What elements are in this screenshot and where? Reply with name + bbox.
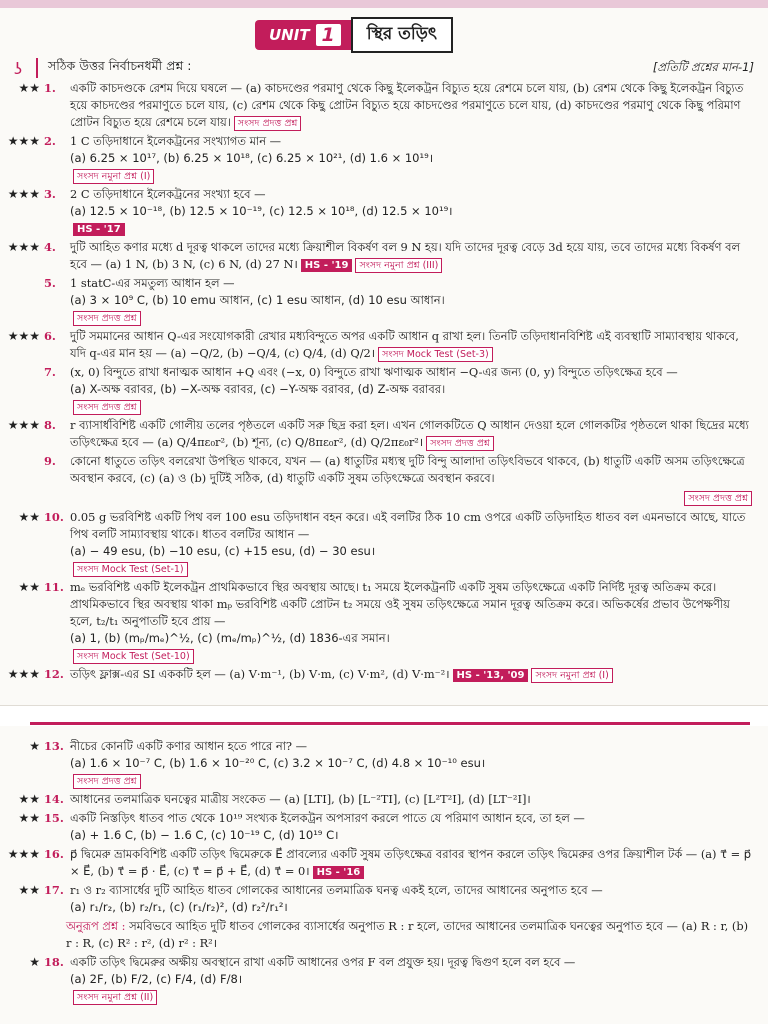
difficulty-stars xyxy=(0,364,44,415)
difficulty-stars xyxy=(0,453,44,487)
question-item xyxy=(0,810,768,844)
question-text: তড়িৎ ফ্লাক্স-এর SI এককটি হল — (a) V·m⁻¹, (b) V·m, (c) V·m², (d) V·m⁻²। xyxy=(70,667,450,681)
question-options: (a) 3 × 10⁹ C, (b) 10 emu আধান, (c) 1 esu আধান, (d) 10 esu আধান। xyxy=(70,293,445,307)
question-item xyxy=(0,328,768,362)
question-text: একটি নিস্তড়িৎ ধাতব পাত থেকে 10¹⁹ সংখ্যক ইলেকট্রন অপসারণ করলে পাতে যে পরিমাণ আধান হবে, তা হল — xyxy=(70,811,585,825)
unit-badge xyxy=(255,20,351,50)
difficulty-stars: ★★★ xyxy=(7,667,40,681)
section-header xyxy=(14,58,754,78)
question-options: (a) X-অক্ষ বরাবর, (b) −X-অক্ষ বরাবর, (c) −Y-অক্ষ বরাবর, (d) Z-অক্ষ বরাবর। xyxy=(70,382,446,396)
difficulty-stars: ★ xyxy=(29,955,40,969)
question-item xyxy=(0,882,768,916)
hs-year-badge: HS - '13, '09 xyxy=(453,669,529,682)
question-options: (a) r₁/r₂, (b) r₂/r₁, (c) (r₁/r₂)², (d) r₂²/r₁²। xyxy=(70,900,288,914)
question-number: 8. xyxy=(44,418,56,432)
hs-year-badge: HS - '16 xyxy=(313,866,365,879)
question-list-bottom xyxy=(0,738,768,1007)
source-tag: সংসদ Mock Test (Set-1) xyxy=(73,562,188,577)
question-number: 9. xyxy=(44,454,56,468)
similar-question-text: সমবিভবে আহিত দুটি ধাতব গোলকের ব্যাসার্ধের অনুপাত R : r হলে, তাদের আধানের তলমাত্রিক ঘনত্বের অনুপাত হবে — (a) R : r, (b) r : R, (c) R² : r², (d) r² : R²। xyxy=(66,919,749,950)
question-options: (a) 2F, (b) F/2, (c) F/4, (d) F/8। xyxy=(70,972,243,986)
question-text: একটি কাচদণ্ডকে রেশম দিয়ে ঘষলে — (a) কাচদণ্ডের পরমাণু থেকে কিছু ইলেকট্রন বিচ্যুত হয়ে রেশমে চলে যায়, (b) রেশম থেকে কিছু ইলেকট্রন বিচ্যুত হয়ে কাচদণ্ডের পরমাণুতে চলে যায়, (c) রেশম থেকে কিছু প্রোটন বিচ্যুত হয়ে কাচদণ্ডের পরমাণুতে চলে যায়, (d) কাচদণ্ডের পরমাণু থেকে কিছু পরিমাণ প্রোটন বিচ্যুত হয়ে রেশমে চলে যায়। xyxy=(70,81,744,129)
difficulty-stars: ★★★ xyxy=(7,329,40,343)
question-number: 1. xyxy=(44,81,56,95)
question-number: 17. xyxy=(44,883,64,897)
top-strip xyxy=(0,0,768,8)
question-item xyxy=(0,954,768,1005)
question-text: mₑ ভরবিশিষ্ট একটি ইলেকট্রন প্রাথমিকভাবে স্থির অবস্থায় আছে। t₁ সময়ে ইলেকট্রনটি একটি সুষম তড়িৎক্ষেত্রে একটি নির্দিষ্ট দূরত্ব অতিক্রম করে। প্রাথমিকভাবে স্থির অবস্থায় থাকা mₚ ভরবিশিষ্ট একটি প্রোটন t₂ সময়ে ওই সুষম তড়িৎক্ষেত্রে সমান দূরত্ব অতিক্রম করে। অভিকর্ষের প্রভাব উপেক্ষণীয় হলে, t₂/t₁ অনুপাতটি হবে প্রায় — xyxy=(70,580,730,628)
section-divider xyxy=(36,58,38,78)
question-options: (a) 6.25 × 10¹⁷, (b) 6.25 × 10¹⁸, (c) 6.25 × 10²¹, (d) 1.6 × 10¹⁹। xyxy=(70,151,434,165)
question-text: r₁ ও r₂ ব্যাসার্ধের দুটি আহিত ধাতব গোলকের আধানের তলমাত্রিক ঘনত্ব একই হলে, তাদের আধানের অনুপাত হবে — xyxy=(70,883,603,897)
question-number: 12. xyxy=(44,667,64,681)
question-item xyxy=(0,579,768,664)
question-item xyxy=(0,239,768,273)
source-tag: সংসদ নমুনা প্রশ্ন (III) xyxy=(355,258,442,273)
difficulty-stars: ★★★ xyxy=(7,134,40,148)
question-number: 18. xyxy=(44,955,64,969)
difficulty-stars xyxy=(0,275,44,326)
difficulty-stars: ★★ xyxy=(18,510,40,524)
question-text: আধানের তলমাত্রিক ঘনত্বের মাত্রীয় সংকেত — (a) [LTI], (b) [L⁻²TI], (c) [L²T²I], (d) [LT⁻²I]। xyxy=(70,792,531,806)
question-text: নীচের কোনটি একটি কণার আধান হতে পারে না? — xyxy=(70,739,308,753)
unit-title: স্থির তড়িৎ xyxy=(351,17,453,53)
question-number: 11. xyxy=(44,580,64,594)
question-number: 16. xyxy=(44,847,64,861)
question-options: (a) 1.6 × 10⁻⁷ C, (b) 1.6 × 10⁻²⁰ C, (c) 3.2 × 10⁻⁷ C, (d) 4.8 × 10⁻¹⁰ esu। xyxy=(70,756,486,770)
question-item xyxy=(0,133,768,184)
difficulty-stars: ★★ xyxy=(18,883,40,897)
source-tag: সংসদ নমুনা প্রশ্ন (I) xyxy=(531,668,612,683)
question-number: 14. xyxy=(44,792,64,806)
source-tag: সংসদ নমুনা প্রশ্ন (I) xyxy=(73,169,154,184)
source-tag: সংসদ প্রদত্ত প্রশ্ন xyxy=(684,491,752,506)
question-text: একটি তড়িৎ দ্বিমেরুর অক্ষীয় অবস্থানে রাখা একটি আধানের ওপর F বল প্রযুক্ত হয়। দূরত্ব দ্বিগুণ হলে বল হবে — xyxy=(70,955,576,969)
difficulty-stars: ★★ xyxy=(18,811,40,825)
question-options: (a) + 1.6 C, (b) − 1.6 C, (c) 10⁻¹⁹ C, (d) 10¹⁹ C। xyxy=(70,828,339,842)
similar-question xyxy=(0,918,768,952)
question-text: 1 C তড়িদাধানে ইলেকট্রনের সংখ্যাগত মান — xyxy=(70,134,282,148)
question-text: দুটি আহিত কণার মধ্যে d দূরত্ব থাকলে তাদের মধ্যে ক্রিয়াশীল বিকর্ষণ বল 9 N হয়। যদি তাদের দূরত্ব বেড়ে 3d হয়ে যায়, তবে তাদের মধ্যে বিকর্ষণ বল হবে — (a) 1 N, (b) 3 N, (c) 6 N, (d) 27 N। xyxy=(70,240,740,271)
difficulty-stars: ★★★ xyxy=(7,418,40,432)
marks-label: [প্রতিটি প্রশ্নের মান-1] xyxy=(652,59,754,74)
question-number: 6. xyxy=(44,329,56,343)
difficulty-stars: ★ xyxy=(29,739,40,753)
question-text: দুটি সমমানের আধান Q-এর সংযোগকারী রেখার মধ্যবিন্দুতে অপর একটি আধান q রাখা হল। তিনটি তড়িদাধানবিশিষ্ট এই ব্যবস্থাটি সাম্যাবস্থায় থাকবে, যদি q-এর মান হয় — (a) −Q/2, (b) −Q/4, (c) Q/4, (d) Q/2। xyxy=(70,329,739,360)
question-text: p⃗ দ্বিমেরু ভ্রামকবিশিষ্ট একটি তড়িৎ দ্বিমেরুকে E⃗ প্রাবল্যের একটি সুষম তড়িৎক্ষেত্র বরাবর স্থাপন করলে তড়িৎ দ্বিমেরুর ওপর ক্রিয়াশীল টর্ক — (a) τ⃗ = p⃗ × E⃗, (b) τ⃗ = p⃗ · E⃗, (c) τ⃗ = p⃗ + E⃗, (d) τ⃗ = 0। xyxy=(70,847,751,878)
source-tag: সংসদ প্রদত্ত প্রশ্ন xyxy=(234,116,302,131)
question-text: r ব্যাসার্ধবিশিষ্ট একটি গোলীয় তলের পৃষ্ঠতলে একটি সরু ছিদ্র করা হল। এখন গোলকটিতে Q আধান দেওয়া হলে গোলকটির পৃষ্ঠতলে থাকা ছিদ্রের মধ্যে তড়িৎক্ষেত্র হবে — (a) Q/4πε₀r², (b) শূন্য, (c) Q/8πε₀r², (d) Q/2πε₀r²। xyxy=(70,418,749,449)
question-options: (a) 12.5 × 10⁻¹⁸, (b) 12.5 × 10⁻¹⁹, (c) 12.5 × 10¹⁸, (d) 12.5 × 10¹⁹। xyxy=(70,204,453,218)
question-number: 13. xyxy=(44,739,64,753)
question-item xyxy=(0,364,768,415)
question-item xyxy=(0,666,768,683)
difficulty-stars: ★★ xyxy=(18,792,40,806)
source-tag: সংসদ প্রদত্ত প্রশ্ন xyxy=(73,774,141,789)
question-list-top xyxy=(0,80,768,685)
question-text: (x, 0) বিন্দুতে রাখা ধনাত্মক আধান +Q এবং (−x, 0) বিন্দুতে রাখা ঋণাত্মক আধান −Q-এর জন্য (0, y) বিন্দুতে তড়িৎক্ষেত্র হবে — xyxy=(70,365,678,379)
question-item xyxy=(0,417,768,451)
section-title: সঠিক উত্তর নির্বাচনধর্মী প্রশ্ন : xyxy=(48,58,192,73)
source-tag: সংসদ Mock Test (Set-10) xyxy=(73,649,194,664)
question-number: 10. xyxy=(44,510,64,524)
hs-year-badge: HS - '17 xyxy=(73,223,125,236)
difficulty-stars: ★★★ xyxy=(7,187,40,201)
question-text: 2 C তড়িদাধানে ইলেকট্রনের সংখ্যা হবে — xyxy=(70,187,266,201)
question-item xyxy=(0,80,768,131)
q9-source-row xyxy=(0,489,768,506)
source-tag: সংসদ প্রদত্ত প্রশ্ন xyxy=(73,311,141,326)
question-item xyxy=(0,509,768,577)
question-item xyxy=(0,791,768,808)
difficulty-stars: ★★★ xyxy=(7,847,40,861)
question-item xyxy=(0,846,768,880)
difficulty-stars: ★★ xyxy=(18,580,40,594)
question-number: 7. xyxy=(44,365,56,379)
question-number: 15. xyxy=(44,811,64,825)
question-options: (a) 1, (b) (mₚ/mₑ)^½, (c) (mₑ/mₚ)^½, (d) 1836-এর সমান। xyxy=(70,631,390,645)
question-text: 0.05 g ভরবিশিষ্ট একটি পিথ বল 100 esu তড়িদাধান বহন করে। এই বলটির ঠিক 10 cm ওপরে একটি তড়িদাহিত ধাতব বল এমনভাবে আছে, যাতে পিথ বলটি সাম্যাবস্থায় থাকে। ধাতব বলটির আধান — xyxy=(70,510,746,541)
hs-year-badge: HS - '19 xyxy=(301,259,353,272)
question-text: 1 statC-এর সমতুল্য আধান হল — xyxy=(70,276,235,290)
question-number: 5. xyxy=(44,276,56,290)
difficulty-stars: ★★ xyxy=(18,81,40,95)
source-tag: সংসদ Mock Test (Set-3) xyxy=(378,347,493,362)
source-tag: সংসদ নমুনা প্রশ্ন (II) xyxy=(73,990,157,1005)
indent xyxy=(0,918,66,952)
question-number: 3. xyxy=(44,187,56,201)
question-options: (a) − 49 esu, (b) −10 esu, (c) +15 esu, (d) − 30 esu। xyxy=(70,544,376,558)
difficulty-stars: ★★★ xyxy=(7,240,40,254)
question-number: 4. xyxy=(44,240,56,254)
question-item xyxy=(0,186,768,237)
unit-header xyxy=(255,20,453,50)
question-number: 2. xyxy=(44,134,56,148)
unit-label: UNIT xyxy=(269,26,310,44)
question-item xyxy=(0,275,768,326)
similar-question-label: অনুরূপ প্রশ্ন : xyxy=(66,919,126,933)
page-divider xyxy=(30,722,750,725)
question-text: কোনো ধাতুতে তড়িৎ বলরেখা উপস্থিত থাকবে, যখন — (a) ধাতুটির মধ্যস্থ দুটি বিন্দু আলাদা তড়িৎবিভবে থাকবে, (b) ধাতুটি একটি অসম তড়িৎক্ষেত্রে অবস্থান করবে, (c) (a) ও (b) দুটিই সঠিক, (d) ধাতুটি একটি সুষম তড়িৎক্ষেত্রে অবস্থান করবে। xyxy=(70,454,745,485)
question-item xyxy=(0,453,768,487)
hook-icon: ʖ xyxy=(14,58,23,78)
question-item xyxy=(0,738,768,789)
source-tag: সংসদ প্রদত্ত প্রশ্ন xyxy=(73,400,141,415)
unit-number: 1 xyxy=(316,24,341,46)
source-tag: সংসদ প্রদত্ত প্রশ্ন xyxy=(426,436,494,451)
